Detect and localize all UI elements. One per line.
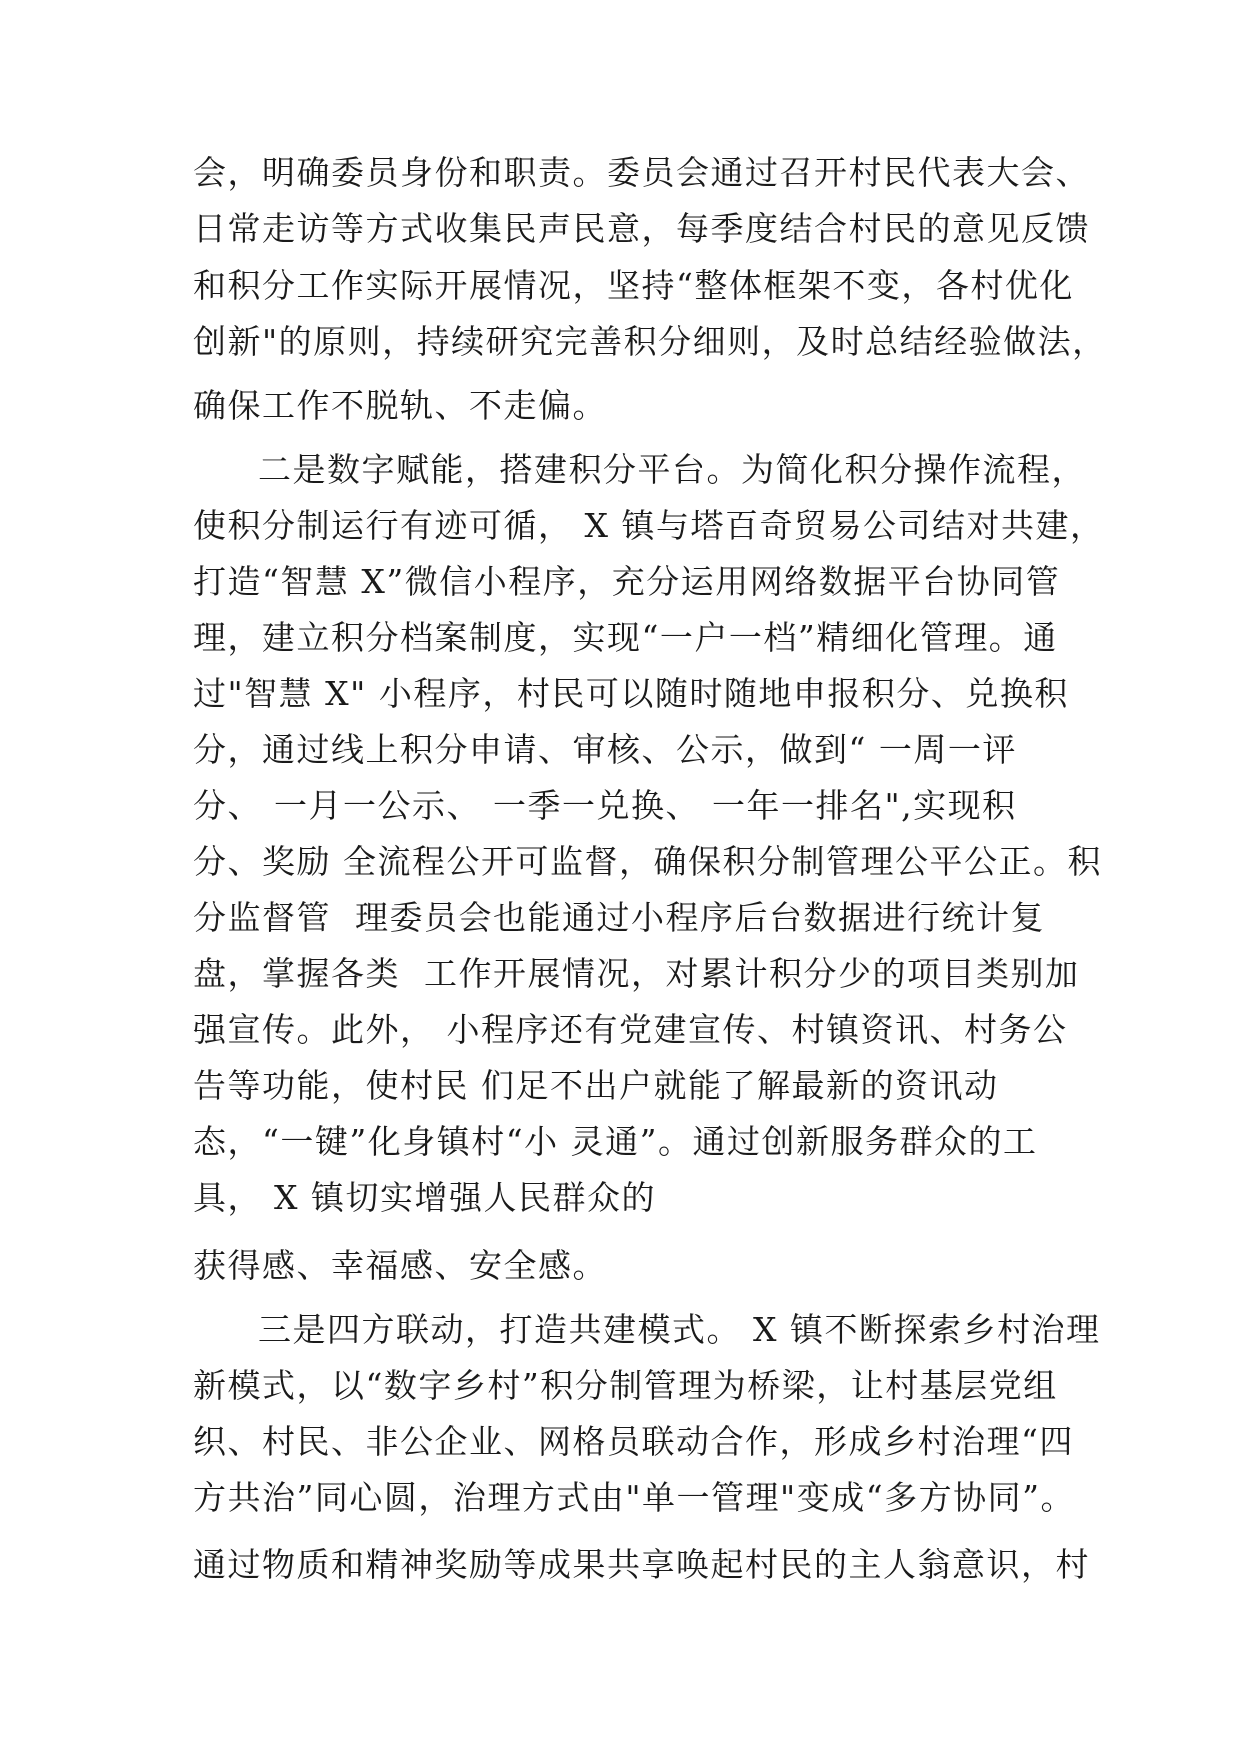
text-line: 方共治”同心圆，治理方式由"单一管理"变成“多方协同”。 [193, 1478, 1075, 1517]
text-line: 打造“智慧 X”微信小程序，充分运用网络数据平台协同管 [193, 562, 1061, 601]
text-line: 强宣传。此外， 小程序还有党建宣传、村镇资讯、村务公 [193, 1010, 1068, 1049]
text-line: 分、奖励 全流程公开可监督，确保积分制管理公平公正。积 [193, 842, 1102, 881]
text-line: 新模式，以“数字乡村”积分制管理为桥梁，让村基层党组 [193, 1366, 1058, 1405]
text-line: 日常走访等方式收集民声民意，每季度结合村民的意见反馈 [193, 209, 1090, 248]
text-line: 盘，掌握各类 工作开展情况，对累计积分少的项目类别加 [193, 954, 1080, 993]
paragraph-start-line: 二是数字赋能，搭建积分平台。为简化积分操作流程， [258, 450, 1086, 489]
text-line: 理，建立积分档案制度，实现“一户一档”精细化管理。通 [193, 618, 1058, 657]
text-line: 态，“一键”化身镇村“小 灵通”。通过创新服务群众的工 [193, 1122, 1038, 1161]
text-line: 具， X 镇切实增强人民群众的 [193, 1178, 656, 1217]
text-line: 确保工作不脱轨、不走偏。 [193, 386, 607, 425]
text-line: 获得感、幸福感、安全感。 [193, 1246, 607, 1285]
text-line: 织、村民、非公企业、网格员联动合作，形成乡村治理“四 [193, 1422, 1074, 1461]
text-line: 使积分制运行有迹可循， X 镇与塔百奇贸易公司结对共建， [193, 506, 1105, 545]
text-line: 会，明确委员身份和职责。委员会通过召开村民代表大会、 [193, 153, 1090, 192]
text-line: 分，通过线上积分申请、审核、公示，做到“ 一周一评 [193, 730, 1017, 769]
text-line: 过"智慧 X" 小程序，村民可以随时随地申报积分、兑换积 [193, 674, 1069, 713]
paragraph-start-line: 三是四方联动，打造共建模式。 X 镇不断探索乡村治理 [258, 1310, 1101, 1349]
text-line: 创新"的原则，持续研究完善积分细则，及时总结经验做法， [193, 322, 1107, 361]
text-line: 和积分工作实际开展情况，坚持“整体框架不变，各村优化 [193, 266, 1074, 305]
text-line: 分监督管 理委员会也能通过小程序后台数据进行统计复 [193, 898, 1045, 937]
text-line: 通过物质和精神奖励等成果共享唤起村民的主人翁意识，村 [193, 1545, 1090, 1584]
text-line: 分、 一月一公示、 一季一兑换、 一年一排名",实现积 [193, 786, 1017, 825]
text-line: 告等功能，使村民 们足不出户就能了解最新的资讯动 [193, 1066, 999, 1105]
